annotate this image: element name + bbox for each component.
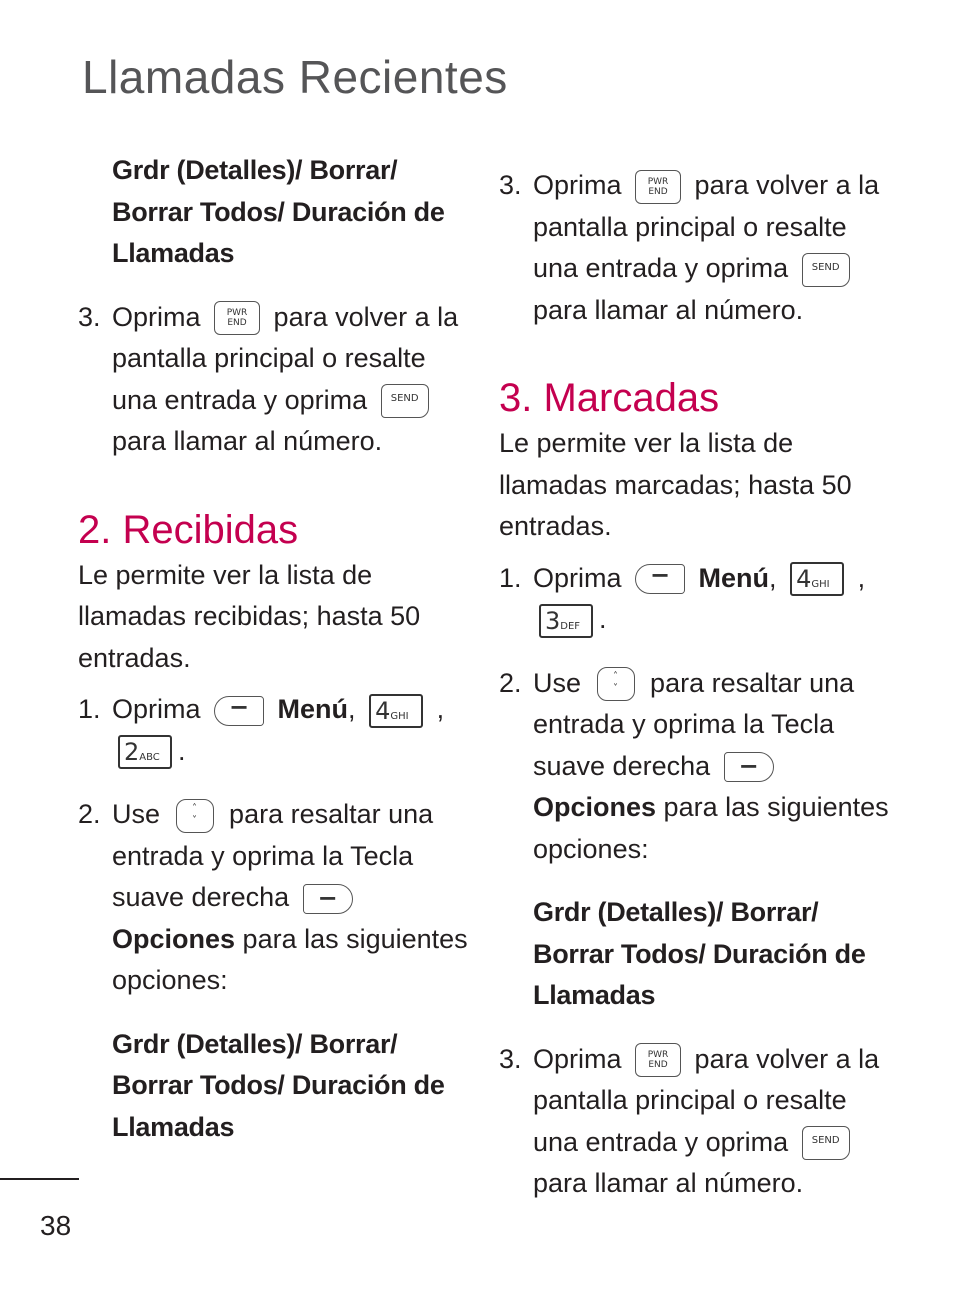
end-key-icon: PWR END — [635, 170, 681, 204]
step-number: 1. — [78, 694, 101, 724]
menu-label: Menú — [698, 562, 770, 593]
section-heading-marcadas: 3. Marcadas — [499, 376, 720, 420]
step-text: para resaltar una entrada y oprima la Tecla suave derecha — [533, 667, 855, 781]
section-intro: Le permite ver la lista de llamadas recibidas; hasta 50 entradas. — [78, 559, 421, 673]
end-key-icon: PWR END — [214, 301, 260, 335]
step-return-home — [499, 165, 894, 331]
section-heading-recibidas: 2. Recibidas — [78, 507, 299, 552]
step-highlight-entry — [499, 663, 894, 871]
step-number: 2. — [499, 667, 522, 698]
step-text: para volver a la pantalla principal o resalte una entrada y oprima — [112, 301, 459, 415]
opciones-label: Opciones — [112, 923, 236, 954]
step-text: para llamar al número. — [112, 426, 383, 456]
right-column — [499, 165, 894, 1205]
options-list: Grdr (Detalles)/ Borrar/ Borrar Todos/ Duración de Llamadas — [533, 897, 866, 1010]
step-number: 1. — [499, 562, 522, 593]
step-text: Oprima — [533, 562, 622, 593]
nav-key-icon: ˄ ˅ — [597, 667, 635, 701]
step-number: 3. — [499, 170, 522, 200]
opciones-label: Opciones — [533, 792, 657, 822]
footer-rule — [0, 1178, 79, 1180]
step-open-menu: 1. Oprima − Menú, 4GHI , 2ABC . — [78, 689, 478, 772]
left-soft-key-icon: − — [214, 696, 264, 726]
step-text: Oprima — [112, 301, 201, 332]
left-column — [78, 150, 478, 1148]
options-list: Grdr (Detalles)/ Borrar/ Borrar Todos/ Duración de Llamadas — [112, 155, 445, 268]
step-text: Use — [112, 799, 161, 829]
step-text: para llamar al número. — [533, 294, 804, 325]
send-key-icon: SEND — [802, 1126, 850, 1160]
step-return-home — [78, 297, 478, 463]
step-text: para volver a la pantalla principal o resalte una entrada y oprima — [533, 1043, 880, 1157]
end-key-icon: PWR END — [635, 1043, 681, 1077]
step-open-menu: 1. Oprima − Menú, 4GHI , 3DEF . — [499, 558, 894, 641]
menu-label: Menú — [277, 694, 349, 724]
send-key-icon: SEND — [381, 384, 429, 418]
step-text: para las siguientes opciones: — [112, 923, 468, 995]
step-text: para llamar al número. — [533, 1168, 804, 1198]
step-text: Use — [533, 667, 582, 698]
step-number: 2. — [78, 799, 101, 829]
key-3-icon: 3DEF — [539, 604, 593, 638]
right-soft-key-icon: − — [724, 752, 774, 782]
right-soft-key-icon: − — [303, 884, 353, 914]
nav-key-icon: ˄ ˅ — [176, 799, 214, 833]
step-highlight-entry — [78, 794, 478, 1002]
step-text: para volver a la pantalla principal o resalte una entrada y oprima — [533, 170, 880, 283]
step-text: para las siguientes opciones: — [533, 792, 889, 864]
step-return-home — [499, 1039, 894, 1205]
page-number: 38 — [40, 1210, 72, 1241]
key-4-icon: 4GHI — [369, 694, 423, 728]
step-text: Oprima — [112, 694, 201, 724]
step-number: 3. — [499, 1043, 522, 1074]
step-text: para resaltar una entrada y oprima la Tecla suave derecha — [112, 799, 434, 912]
section-intro: Le permite ver la lista de llamadas marcadas; hasta 50 entradas. — [499, 428, 852, 541]
step-text: Oprima — [533, 170, 622, 200]
send-key-icon: SEND — [802, 253, 850, 287]
step-text: Oprima — [533, 1043, 622, 1074]
left-soft-key-icon: − — [635, 564, 685, 594]
step-number: 3. — [78, 301, 101, 332]
key-2-icon: 2ABC — [118, 735, 172, 769]
key-4-icon: 4GHI — [790, 562, 844, 596]
options-list: Grdr (Detalles)/ Borrar/ Borrar Todos/ Duración de Llamadas — [112, 1028, 445, 1142]
page-title: Llamadas Recientes — [82, 51, 508, 103]
